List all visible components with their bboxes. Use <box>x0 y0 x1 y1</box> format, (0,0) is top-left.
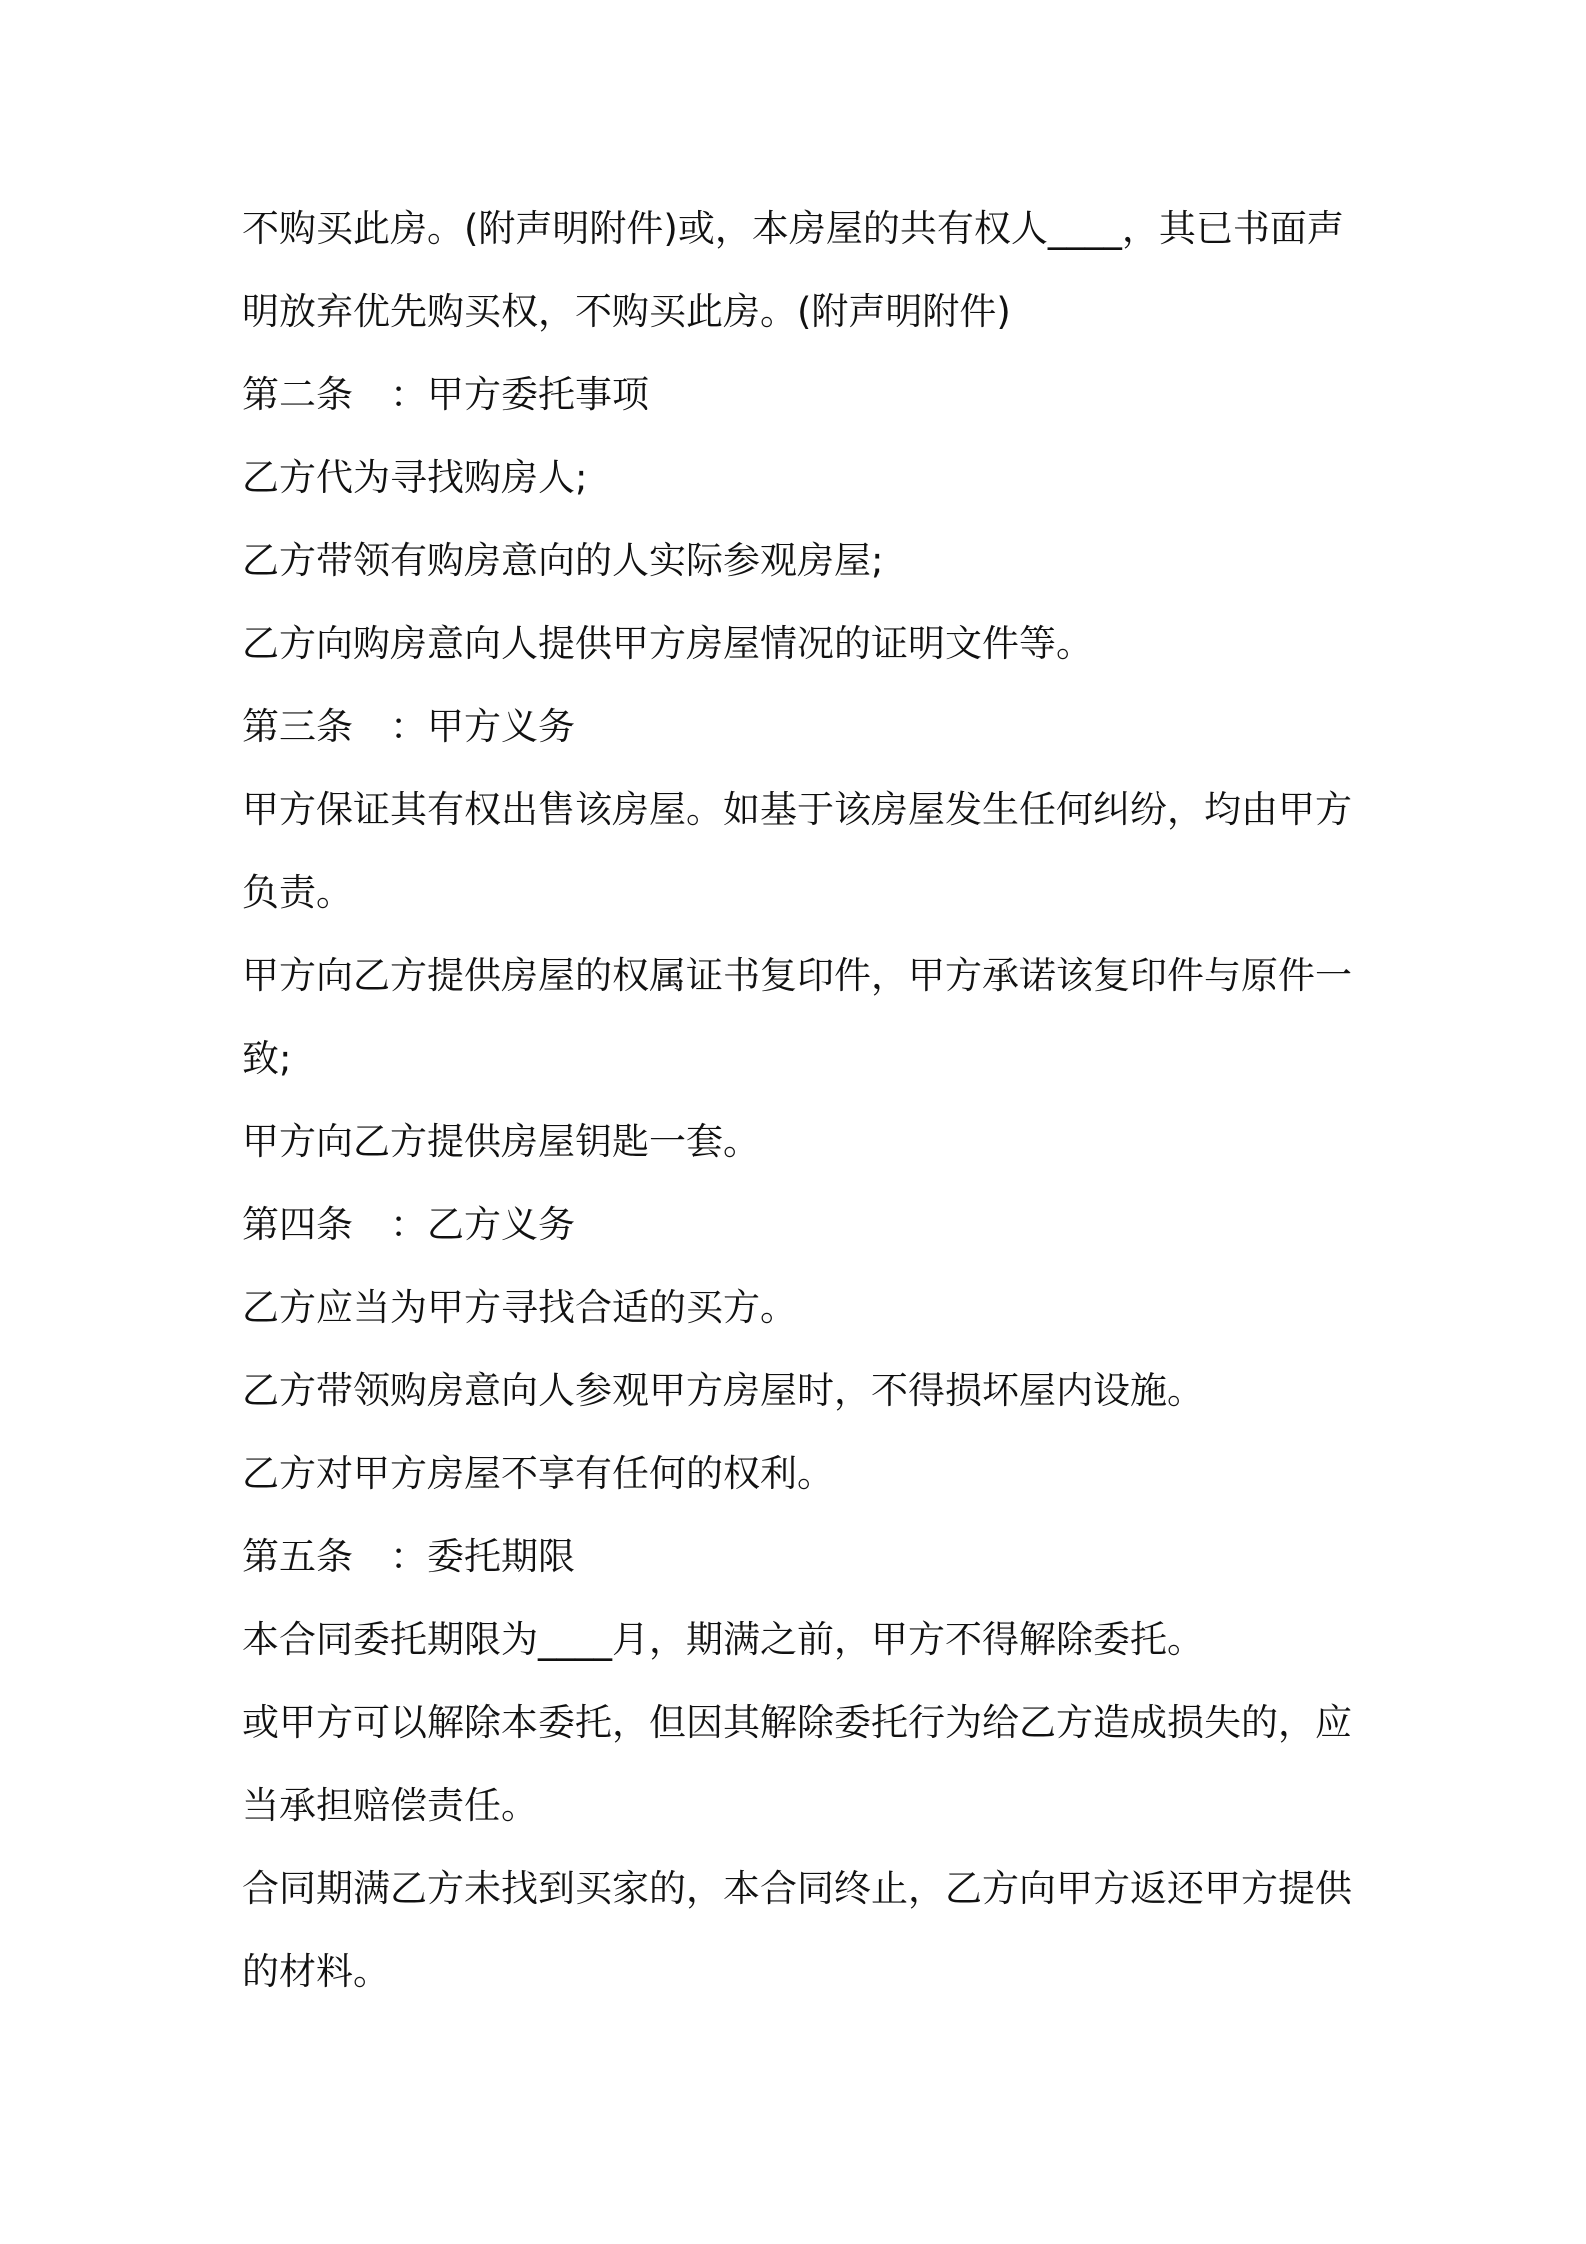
section-heading: 第三条 ：甲方义务 <box>242 705 575 748</box>
text-line: 合同期满乙方未找到买家的，本合同终止，乙方向甲方返还甲方提供 <box>242 1867 1352 1910</box>
text-line: 甲方保证其有权出售该房屋。如基于该房屋发生任何纠纷，均由甲方 <box>242 788 1352 831</box>
section-heading: 第二条 ：甲方委托事项 <box>242 373 649 416</box>
section-heading: 第四条 ：乙方义务 <box>242 1203 575 1246</box>
text-line: 不购买此房。(附声明附件)或，本房屋的共有权人____，其已书面声 <box>242 207 1344 250</box>
text-line: 乙方应当为甲方寻找合适的买方。 <box>242 1286 797 1329</box>
text-line: 明放弃优先购买权，不购买此房。(附声明附件) <box>242 290 1011 333</box>
text-line: 的材料。 <box>242 1950 390 1993</box>
document-body <box>242 198 1362 2024</box>
text-line: 本合同委托期限为____月，期满之前，甲方不得解除委托。 <box>242 1618 1204 1661</box>
text-line: 乙方带领购房意向人参观甲方房屋时，不得损坏屋内设施。 <box>242 1369 1204 1412</box>
section-heading: 第五条 ：委托期限 <box>242 1535 575 1578</box>
text-line: 甲方向乙方提供房屋钥匙一套。 <box>242 1120 760 1163</box>
text-line: 乙方带领有购房意向的人实际参观房屋; <box>242 539 884 582</box>
text-line: 乙方向购房意向人提供甲方房屋情况的证明文件等。 <box>242 622 1093 665</box>
text-line: 或甲方可以解除本委托，但因其解除委托行为给乙方造成损失的，应 <box>242 1701 1352 1744</box>
text-line: 甲方向乙方提供房屋的权属证书复印件，甲方承诺该复印件与原件一 <box>242 954 1352 997</box>
text-line: 致; <box>242 1037 292 1080</box>
text-line: 当承担赔偿责任。 <box>242 1784 538 1827</box>
text-line: 乙方对甲方房屋不享有任何的权利。 <box>242 1452 834 1495</box>
text-line: 负责。 <box>242 871 353 914</box>
text-line: 乙方代为寻找购房人; <box>242 456 588 499</box>
